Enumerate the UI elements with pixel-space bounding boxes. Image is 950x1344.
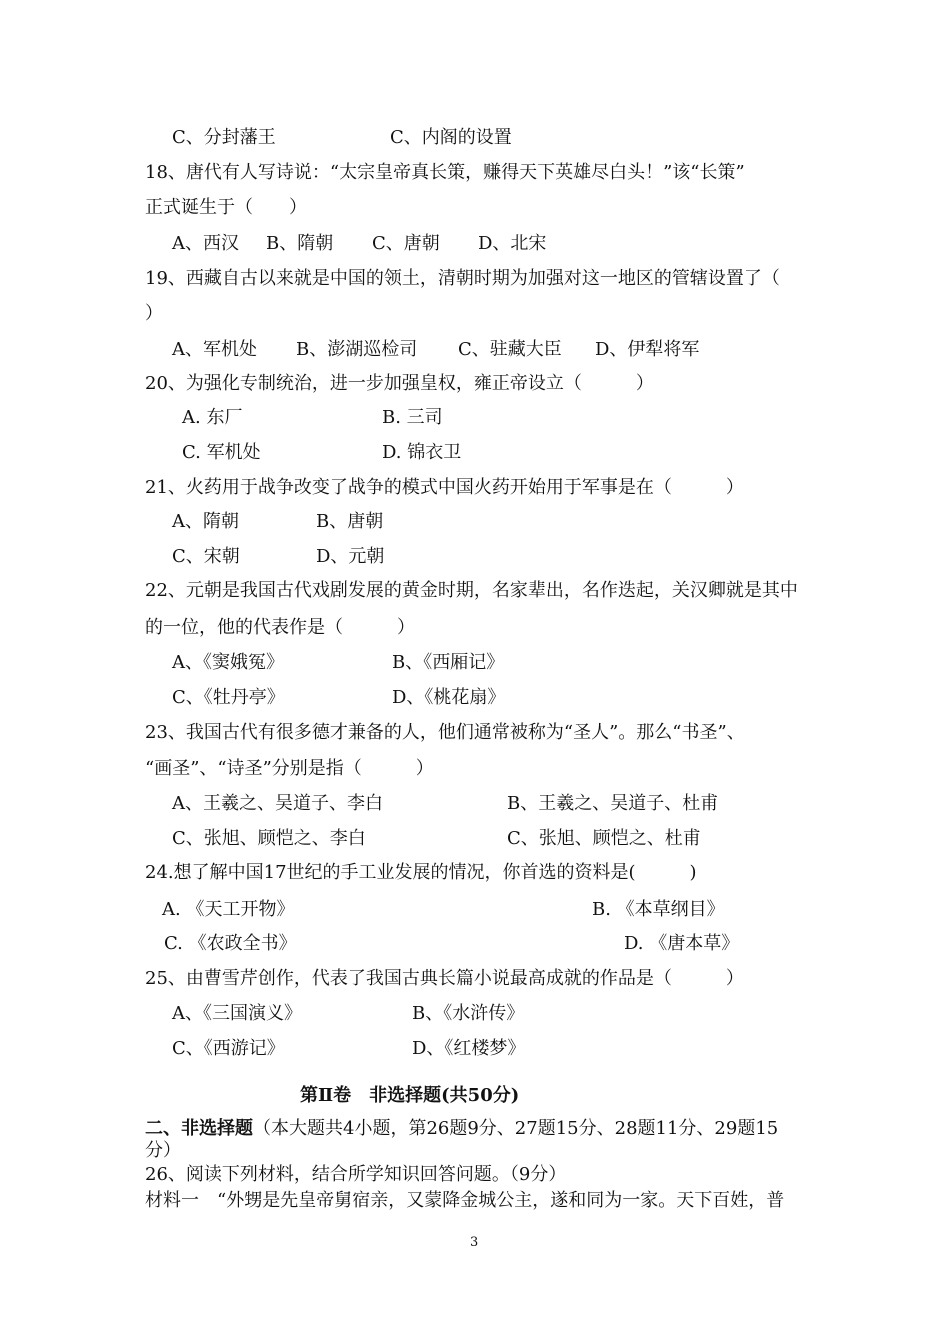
q22-option-b: B、《西厢记》 [392, 652, 505, 673]
q23-stem-line1: 23、我国古代有很多德才兼备的人，他们通常被称为“圣人”。那么“书圣”、 [145, 722, 745, 743]
q17-option-c1: C、分封藩王 [172, 127, 276, 148]
q20-option-a: A. 东厂 [182, 407, 243, 428]
q20-stem: 20、为强化专制统治，进一步加强皇权，雍正帝设立（ ） [145, 373, 654, 394]
q21-stem: 21、火药用于战争改变了战争的模式中国火药开始用于军事是在（ ） [145, 477, 744, 498]
q23-option-c: C、张旭、顾恺之、李白 [172, 828, 366, 849]
q21-option-b: B、唐朝 [316, 511, 384, 532]
q21-option-c: C、宋朝 [172, 546, 240, 567]
q18-option-b: B、隋朝 [266, 233, 334, 254]
q19-option-d: D、伊犁将军 [595, 339, 700, 360]
q24-option-d: D. 《唐本草》 [624, 933, 740, 954]
section-2-heading-detail: （本大题共4小题，第26题9分、27题15分、28题11分、29题15 [253, 1118, 779, 1139]
q18-stem-line1: 18、唐代有人写诗说：“太宗皇帝真长策，赚得天下英雄尽白头！”该“长策” [145, 162, 745, 183]
q17-option-c2: C、内阁的设置 [390, 127, 512, 148]
q18-option-d: D、北宋 [478, 233, 547, 254]
q19-option-c: C、驻藏大臣 [458, 339, 562, 360]
q26-material-1: 材料一 “外甥是先皇帝舅宿亲，又蒙降金城公主，遂和同为一家。天下百姓，普 [145, 1190, 785, 1211]
q25-stem: 25、由曹雪芹创作，代表了我国古典长篇小说最高成就的作品是（ ） [145, 968, 744, 989]
q26-stem: 26、阅读下列材料，结合所学知识回答问题。（9分） [145, 1164, 567, 1185]
section-2-heading-line2: 分） [145, 1140, 181, 1161]
q24-option-a: A. 《天工开物》 [162, 899, 295, 920]
q23-option-b: B、王羲之、吴道子、杜甫 [507, 793, 719, 814]
q20-option-b: B. 三司 [382, 407, 443, 428]
q24-option-c: C. 《农政全书》 [164, 933, 297, 954]
q24-stem: 24.想了解中国17世纪的手工业发展的情况，你首选的资料是( ) [145, 862, 697, 883]
q23-option-a: A、王羲之、吴道子、李白 [172, 793, 383, 814]
section-2-heading-label: 二、非选择题 [145, 1118, 253, 1139]
q25-option-a: A、《三国演义》 [172, 1003, 302, 1024]
q22-option-c: C、《牡丹亭》 [172, 687, 285, 708]
q22-stem-line2: 的一位，他的代表作是（ ） [145, 617, 415, 638]
section-2-title: 第Ⅱ卷 非选择题(共50分) [300, 1085, 520, 1106]
q23-option-d: C、张旭、顾恺之、杜甫 [507, 828, 701, 849]
q19-option-b: B、澎湖巡检司 [296, 339, 418, 360]
q22-stem-line1: 22、元朝是我国古代戏剧发展的黄金时期，名家辈出，名作迭起，关汉卿就是其中 [145, 580, 798, 601]
q20-option-d: D. 锦衣卫 [382, 442, 462, 463]
q19-stem-line2: ） [145, 303, 163, 324]
q22-option-d: D、《桃花扇》 [392, 687, 506, 708]
q24-option-b: B. 《本草纲目》 [592, 899, 725, 920]
q18-stem-line2: 正式诞生于（ ） [145, 197, 307, 218]
q19-option-a: A、军机处 [172, 339, 257, 360]
q21-option-d: D、元朝 [316, 546, 385, 567]
q23-stem-line2: “画圣”、“诗圣”分别是指（ ） [145, 758, 434, 779]
q21-option-a: A、隋朝 [172, 511, 239, 532]
q20-option-c: C. 军机处 [182, 442, 261, 463]
q25-option-b: B、《水浒传》 [412, 1003, 525, 1024]
q18-option-c: C、唐朝 [372, 233, 440, 254]
page-number: 3 [470, 1235, 479, 1250]
q19-stem-line1: 19、西藏自古以来就是中国的领土，清朝时期为加强对这一地区的管辖设置了（ [145, 268, 780, 289]
q22-option-a: A、《窦娥冤》 [172, 652, 284, 673]
q25-option-d: D、《红楼梦》 [412, 1038, 526, 1059]
q18-option-a: A、西汉 [172, 233, 239, 254]
section-2-heading [145, 1118, 778, 1140]
q25-option-c: C、《西游记》 [172, 1038, 285, 1059]
